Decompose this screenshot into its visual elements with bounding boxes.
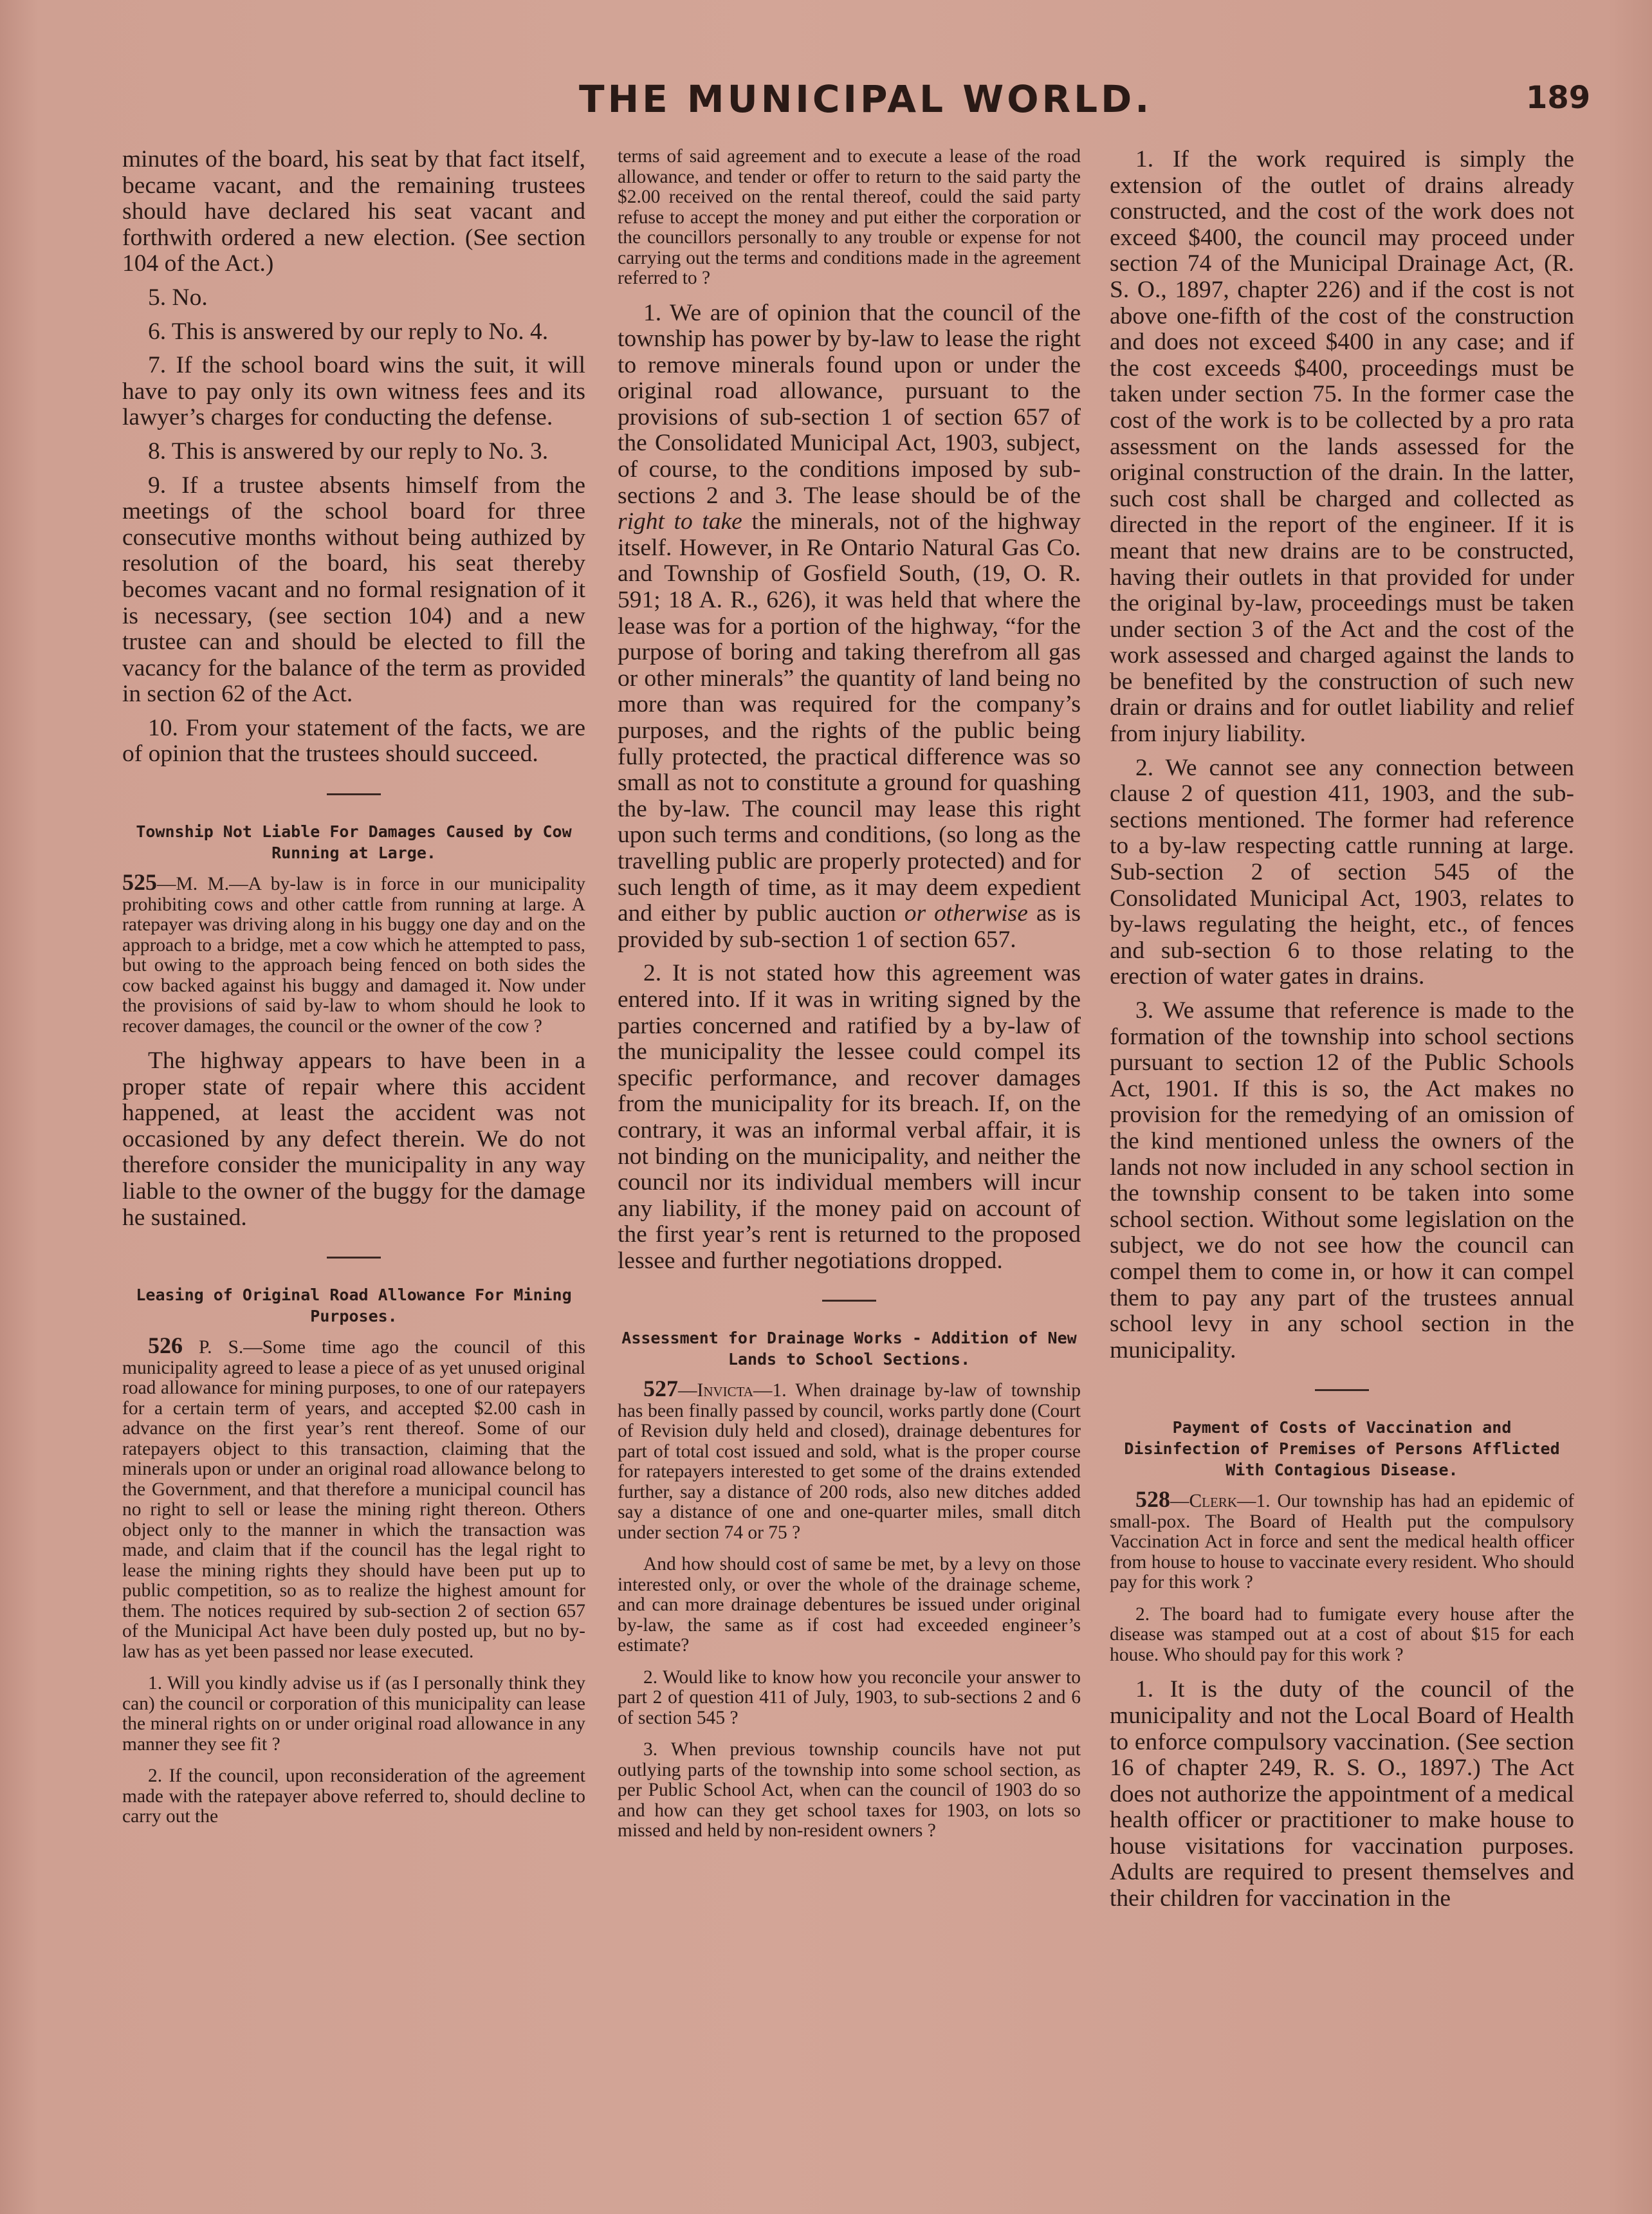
paragraph: minutes of the board, his seat by that fact itself, became vacant, and the remaining trustees should have declared his seat vacant and forthwith ordered a new election. (See section 104 of the Act.): [122, 147, 585, 277]
q527-number: 527: [643, 1376, 678, 1402]
q525-question-text: —M. M.—A by-law is in force in our municipality prohibiting cows and other cattle from running at large. A ratepayer was driving along in his buggy one day and on the approach to a bridge, met a cow which he attempted to pass, but owing to the approach being fenced on both sides the cow backed against his buggy and damaged it. Now under the provisions of said by-law to whom should he look to recover damages, the council or the owner of the cow ?: [122, 874, 585, 1037]
q528-number: 528: [1135, 1486, 1170, 1513]
answer-emphasis: or otherwise: [904, 900, 1028, 927]
q526-question-continued: [618, 147, 1081, 289]
q526-question: [122, 1333, 585, 1827]
q525-answer: [122, 1048, 585, 1231]
q527-sender: —Invicta—: [678, 1380, 773, 1401]
q527-answer: 1. If the work required is simply the extension of the outlet of drains already constructed, and the cost of the work does not exceed $400, the council may proceed under section 74 of the Municipal Drainage Act, (R. S. O., 1897, chapter 226) and if the cost is not above one-fifth of the cost of the construction and does not exceed $400 in any case; and if the cost exceeds $400, proceedings must be taken under section 75. In the former case the cost of the work is to be collected by a pro rata assessment on the lands assessed for the original construction of the drain. In the latter, such cost shall be charged and collected as directed in the report of the engineer. If it is meant that new drains are to be constructed, having their outlets in that provided for under the original by-law, proceedings must be taken under section 3 of the Act and the cost of the work assessed and charged against the lands to be benefited by the construction of such new drain or drains and for outlet liability and relief from injury liability.: [1110, 147, 1574, 748]
answer-text: the minerals, not of the highway itself. However, in Re Ontario Natural Gas Co. and Township of Gosfield South, (19, O. R. 591; 18 A. R., 626), it was held that where the lease was for a portion of the highway, “for the purpose of boring and taking therefrom all gas or other minerals” the quantity of land being no more than was required for the company’s purposes, and the rights of the public being fully protected, the practical difference was so small as not to constitute a ground for quashing the by-law. The council may lease this right upon such terms and conditions, (so long as the travelling public are properly protected) and for such length of time, as it may deem expedient and either by public auction: [618, 508, 1081, 927]
q526-question-text: P. S.—Some time ago the council of this municipality agreed to lease a piece of as yet unused original road allowance for mining purposes, to one of our ratepayers for a certain term of years, and accepted $2.00 cash in advance on the first year’s rent thereof. Some of our ratepayers object to this transaction, claiming that the minerals upon or under an original road allowance belong to the Government, and that therefore a municipal council has no right to sell or lease the mining right thereon. Others object only to the manner in which the transaction was made, and claim that if the council has the legal right to lease the mining rights they should have been put up to public competition, so as to realize the highest amount for them. The notices required by sub-section 2 of section 657 of the Municipal Act have been duly posted up, but no by-law has as yet been passed nor lease executed.: [122, 1337, 585, 1662]
q528-answer: [1110, 1677, 1574, 1912]
paragraph: 9. If a trustee absents himself from the meetings of the school board for three consecutive months without being authized by resolution of the board, his seat thereby becomes vacant and no formal resignation of it is necessary, (see section 104) and a new trustee can and should be elected to fill the vacancy for the balance of the term as provided in section 62 of the Act.: [122, 472, 585, 708]
column-1: [122, 147, 585, 2167]
q526-number: 526: [148, 1333, 183, 1359]
q528-question: [1110, 1486, 1574, 1665]
q528-answer-text: 1. It is the duty of the council of the municipality and not the Local Board of Health to enforce compulsory vaccination. (See section 16 of chapter 249, R. S. O., 1897.) The Act does not authorize the appointment of a medical health officer or practitioner to make house to house visitations for vaccination purposes. Adults are required to present themselves and their children for vaccination in the: [1110, 1676, 1574, 1912]
paragraph: 10. From your statement of the facts, we are of opinion that the trustees should succeed.: [122, 714, 585, 768]
q526-answer-1: [618, 300, 1081, 954]
column-2: [618, 147, 1081, 2167]
page-header: [0, 77, 1652, 129]
q527-sub-question: 2. Would like to know how you reconcile your answer to part 2 of question 411 of July, 1903, to sub-sections 2 and 6 of section 545 ?: [618, 1666, 1081, 1728]
paragraph: 7. If the school board wins the suit, it will have to pay only its own witness fees and its lawyer’s charges for conducting the defense.: [122, 352, 585, 431]
paragraph: 5. No.: [148, 284, 208, 311]
q527-answers: [1110, 147, 1574, 1363]
column-3: [1110, 147, 1574, 2167]
q527-sub-question: And how should cost of same be met, by a levy on those interested only, or over the whole of the drainage scheme, and can more drainage debentures be issued under original by-law, the same as if cost had exceeded engineer’s estimate?: [618, 1554, 1081, 1656]
q527-answer: 2. We cannot see any connection between clause 2 of question 411, 1903, and the sub-sections mentioned. The former had reference to a by-law respecting cattle running at large. Sub-section 2 of section 545 of the Consolidated Municipal Act, 1903, relates to by-laws regulating the height, etc., of fences and sub-section 6 to those relating to the erection of water gates in drains.: [1110, 754, 1574, 990]
q527-question-text: 1. When drainage by-law of township has been finally passed by council, works partly done (Court of Revision duly held and closed), drainage debentures for part of total cost issued and sold, what is the proper course for ratepayers interested to get some of the drains extended further, say a distance of 200 rods, also new ditches added say a distance of one and one-quarter miles, small ditch under section 74 or 75 ?: [618, 1380, 1081, 1543]
q527-heading: Assessment for Drainage Works - Addition of New Lands to School Sections.: [621, 1329, 1077, 1369]
col1-top-text: [122, 147, 585, 768]
q528-heading: Payment of Costs of Vaccination and Disinfection of Premises of Persons Afflicted With Contagious Disease.: [1124, 1418, 1560, 1480]
q526-sub-question: 2. If the council, upon reconsideration of the agreement made with the ratepayer above referred to, should decline to carry out the: [122, 1766, 585, 1827]
section-divider: [327, 1257, 381, 1259]
q527-sub-question: 3. When previous township councils have not put outlying parts of the township into some school section, as per Public School Act, when can the council of 1903 do so and how can they get school taxes for 1903, on lots so missed and held by non-resident owners ?: [618, 1739, 1081, 1841]
q527-answer: 3. We assume that reference is made to the formation of the township into school sections pursuant to section 12 of the Public Schools Act, 1901. If this is so, the Act makes no provision for the remedying of an omission of the kind mentioned unless the owners of the lands not now included in any school section in the township consent to be taken into some school section. Without some legislation on the subject, we do not see how the council can compel them to come in, or how it can compel them to pay any part of the trustees annual school levy in any school section in the municipality.: [1110, 997, 1574, 1363]
answer-text: 1. We are of opinion that the council of the township has power by by-law to lease the right to remove minerals found upon or under the original road allowance, pursuant to the provisions of sub-section 1 of section 657 of the Consolidated Municipal Act, 1903, subject, of course, to the conditions imposed by sub-sections 2 and 3. The lease should be of the: [618, 299, 1081, 509]
section-divider: [1315, 1389, 1369, 1391]
answer-emphasis: right to take: [618, 508, 742, 535]
q526-heading: Leasing of Original Road Allowance For Mining Purposes.: [136, 1286, 572, 1326]
q525-answer-text: The highway appears to have been in a proper state of repair where this accident happened, at least the accident was not occasioned by any defect therein. We do not therefore consider the municipality in any way liable to the owner of the buggy for the damage he sustained.: [122, 1047, 585, 1231]
journal-title: THE MUNICIPAL WORLD.: [579, 77, 1153, 121]
q527-question: [618, 1376, 1081, 1841]
q526-continued-text: terms of said agreement and to execute a lease of the road allowance, and tender or offer to return to the said party the $2.00 received on the rental thereof, could the said party refuse to accept the money and put either the corporation or the councillors personally to any trouble or expense for not carrying out the terms and conditions made in the agreement referred to ?: [618, 147, 1081, 288]
q526-answer-2: 2. It is not stated how this agreement was entered into. If it was in writing signed by the parties concerned and ratified by a by-law of the municipality the lessee could compel its specific performance, and recover damages from the municipality for its breach. If, on the contrary, it was an informal verbal affair, it is not binding on the municipality, and neither the council nor its individual members will incur any liability, if the money paid on account of the first year’s rent is returned to the proposed lessee and further negotiations dropped.: [618, 960, 1081, 1274]
q525-heading: Township Not Liable For Damages Caused by Cow Running at Large.: [136, 822, 572, 863]
q526-answers: [618, 300, 1081, 1275]
page-number: 189: [1526, 80, 1591, 116]
section-divider: [327, 793, 381, 795]
paragraph: 6. This is answered by our reply to No. 4.: [148, 318, 549, 345]
q528-question-2: 2. The board had to fumigate every house after the disease was stamped out at a cost of about $15 for each house. Who should pay for this work ?: [1110, 1603, 1574, 1665]
q528-sender: —Clerk—: [1170, 1491, 1256, 1512]
q525-number: 525: [122, 869, 157, 896]
answer-text: as is provided by sub-section 1 of section 657.: [618, 900, 1081, 953]
q525-question: [122, 869, 585, 1037]
q526-sub-question: 1. Will you kindly advise us if (as I personally think they can) the council or corporation of this municipality can lease the mineral rights on or under original road allowance in any manner they see fit ?: [122, 1673, 585, 1755]
paragraph: 8. This is answered by our reply to No. 3.: [148, 438, 549, 465]
section-divider: [822, 1300, 876, 1302]
q528-question-text: 1. Our township has had an epidemic of small-pox. The Board of Health put the compulsory Vaccination Act in force and sent the medical health officer from house to house to vaccinate every resident. Who should pay for this work ?: [1110, 1491, 1574, 1593]
